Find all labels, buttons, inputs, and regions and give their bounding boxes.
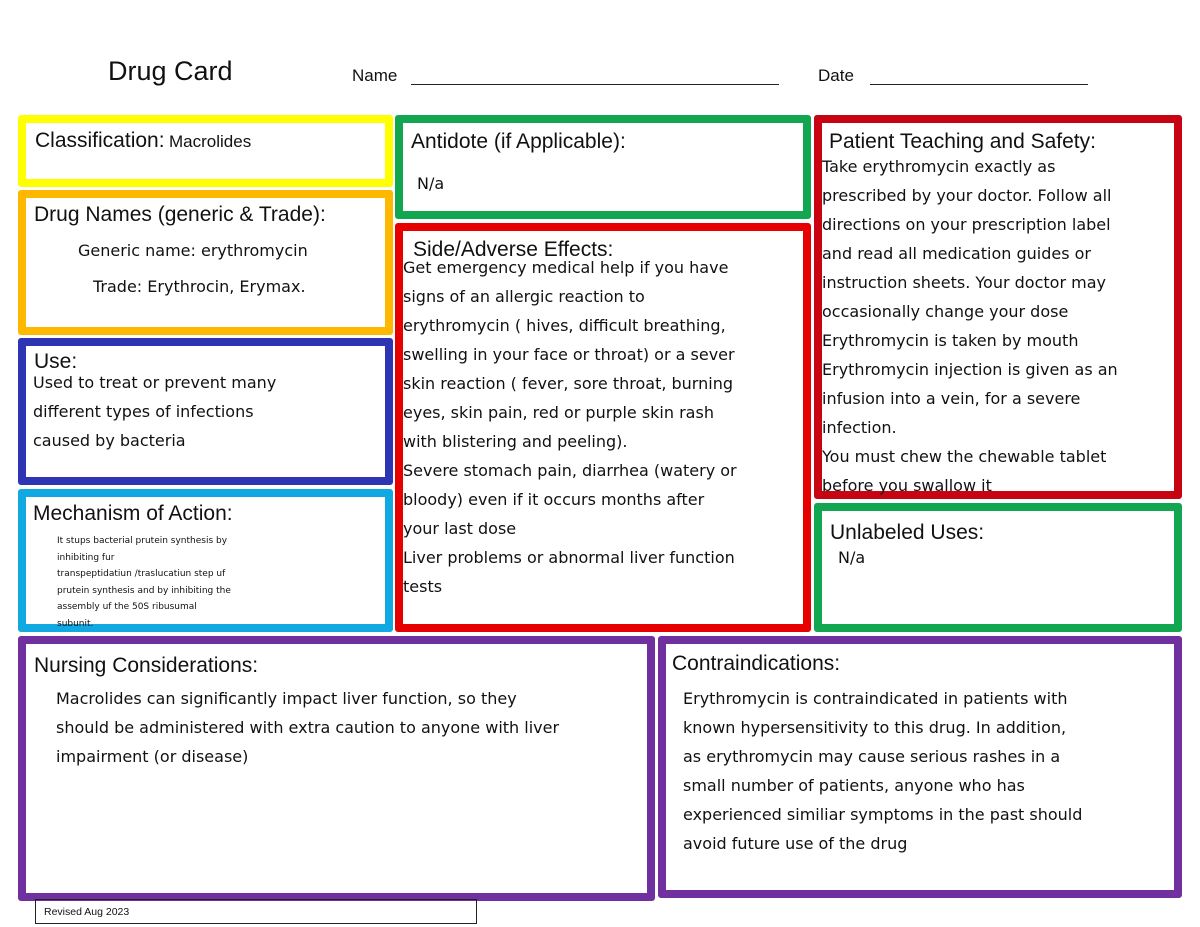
patient-teaching-line: Erythromycin injection is given as an xyxy=(822,360,1118,379)
side-effects-line: bloody) even if it occurs months after xyxy=(403,490,705,509)
patient-teaching-line: infusion into a vein, for a severe xyxy=(822,389,1081,408)
contraindications-text xyxy=(683,684,1082,858)
side-effects-box xyxy=(395,223,811,632)
mechanism-line: assembly uf the 50S ribusumal xyxy=(57,602,197,612)
mechanism-text xyxy=(57,533,231,632)
patient-teaching-heading: Patient Teaching and Safety: xyxy=(829,130,1096,153)
nursing-line: Macrolides can significantly impact liver function, so they xyxy=(56,689,517,708)
drug-names-heading: Drug Names (generic & Trade): xyxy=(34,203,326,226)
date-label: Date xyxy=(818,66,854,85)
antidote-heading: Antidote (if Applicable): xyxy=(411,130,626,153)
classification-value: Macrolides xyxy=(169,132,252,151)
patient-teaching-line: before you swallow it xyxy=(822,476,992,495)
mechanism-line: subunit. xyxy=(57,618,94,629)
patient-teaching-box xyxy=(814,115,1182,499)
contraindications-line: Erythromycin is contraindicated in patients with xyxy=(683,689,1068,708)
side-effects-text xyxy=(403,253,737,601)
patient-teaching-line: infection. xyxy=(822,418,897,437)
side-effects-line: your last dose xyxy=(403,519,517,538)
classification-heading: Classification: xyxy=(35,129,165,152)
side-effects-line: eyes, skin pain, red or purple skin rash xyxy=(403,403,714,422)
patient-teaching-line: You must chew the chewable tablet xyxy=(822,447,1107,466)
unlabeled-uses-box xyxy=(814,503,1182,632)
patient-teaching-line: Erythromycin is taken by mouth xyxy=(822,331,1079,350)
drug-names-box xyxy=(18,190,393,335)
use-box xyxy=(18,338,393,485)
antidote-value: N/a xyxy=(417,174,445,193)
side-effects-line: with blistering and peeling). xyxy=(403,432,628,451)
contraindications-heading: Contraindications: xyxy=(672,652,841,675)
patient-teaching-line: and read all medication guides or xyxy=(822,244,1091,263)
patient-teaching-line: directions on your prescription label xyxy=(822,215,1111,234)
mechanism-heading: Mechanism of Action: xyxy=(33,502,233,525)
side-effects-line: Liver problems or abnormal liver function xyxy=(403,548,735,567)
mechanism-box xyxy=(18,489,393,632)
revision-note: Revised Aug 2023 xyxy=(35,899,477,924)
unlabeled-uses-value: N/a xyxy=(838,548,866,567)
nursing-line: impairment (or disease) xyxy=(56,747,249,766)
contraindications-box xyxy=(658,636,1182,898)
mechanism-line: prutein synthesis and by inhibiting the xyxy=(57,585,231,596)
side-effects-heading: Side/Adverse Effects: xyxy=(413,238,614,261)
side-effects-line: erythromycin ( hives, difficult breathing, xyxy=(403,316,726,335)
mechanism-line: transpeptidatiun /traslucatiun step uf xyxy=(57,569,226,579)
classification-box xyxy=(18,115,393,187)
nursing-heading: Nursing Considerations: xyxy=(34,654,259,677)
contraindications-line: known hypersensitivity to this drug. In addition, xyxy=(683,718,1067,737)
side-effects-line: signs of an allergic reaction to xyxy=(403,287,645,306)
use-line: caused by bacteria xyxy=(33,431,186,450)
patient-teaching-line: prescribed by your doctor. Follow all xyxy=(822,186,1112,205)
side-effects-line: Severe stomach pain, diarrhea (watery or xyxy=(403,461,737,480)
generic-name: Generic name: erythromycin xyxy=(78,241,308,260)
side-effects-line: swelling in your face or throat) or a sever xyxy=(403,345,735,364)
patient-teaching-line: Take erythromycin exactly as xyxy=(822,157,1056,176)
antidote-box xyxy=(395,115,811,219)
unlabeled-uses-heading: Unlabeled Uses: xyxy=(830,521,985,544)
mechanism-line: inhibiting fur xyxy=(57,552,115,563)
mechanism-line: It stups bacterial prutein synthesis by xyxy=(57,536,228,546)
card-title: Drug Card xyxy=(108,56,233,86)
name-label: Name xyxy=(352,66,398,85)
use-line: different types of infections xyxy=(33,402,254,421)
patient-teaching-line: occasionally change your dose xyxy=(822,302,1069,321)
side-effects-line: tests xyxy=(403,577,443,596)
name-field-line[interactable] xyxy=(411,84,779,85)
contraindications-line: small number of patients, anyone who has xyxy=(683,776,1025,795)
date-field-line[interactable] xyxy=(870,84,1088,85)
contraindications-line: avoid future use of the drug xyxy=(683,834,908,853)
use-line: Used to treat or prevent many xyxy=(33,373,277,392)
trade-name: Trade: Erythrocin, Erymax. xyxy=(93,277,306,296)
nursing-text xyxy=(56,684,559,771)
patient-teaching-text xyxy=(822,152,1118,500)
side-effects-line: skin reaction ( fever, sore throat, burning xyxy=(403,374,733,393)
nursing-line: should be administered with extra caution to anyone with liver xyxy=(56,718,560,737)
use-heading: Use: xyxy=(34,350,78,373)
nursing-box xyxy=(18,636,655,901)
side-effects-line: Get emergency medical help if you have xyxy=(403,258,729,277)
use-text xyxy=(33,368,276,455)
contraindications-line: as erythromycin may cause serious rashes in a xyxy=(683,747,1061,766)
patient-teaching-line: instruction sheets. Your doctor may xyxy=(822,273,1106,292)
contraindications-line: experienced similiar symptoms in the past should xyxy=(683,805,1083,824)
